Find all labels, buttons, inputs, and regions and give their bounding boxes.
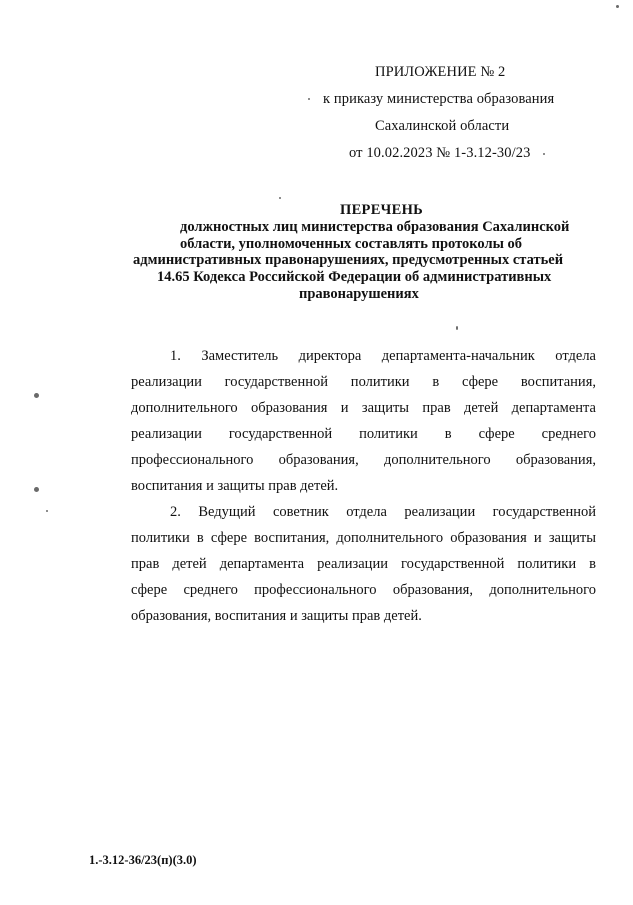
scan-speck: [308, 98, 310, 100]
appendix-number: ПРИЛОЖЕНИЕ № 2: [375, 64, 506, 80]
scan-speck: [616, 5, 619, 8]
list-item-2-line: сфере среднего профессионального образования, дополнительного: [131, 582, 596, 598]
document-subtitle-line: административных правонарушениях, предусмотренных статьей: [133, 252, 564, 268]
scan-speck: [46, 510, 48, 512]
appendix-order-reference: к приказу министерства образования: [323, 91, 555, 107]
document-subtitle-line: правонарушениях: [299, 286, 419, 302]
list-item-2-line: образования, воспитания и защиты прав детей.: [131, 608, 422, 624]
scan-speck: [34, 487, 39, 492]
scan-speck: [279, 197, 281, 199]
list-item-1-line: дополнительного образования и защиты прав детей департамента: [131, 400, 596, 416]
list-item-2-line: прав детей департамента реализации государственной политики в: [131, 556, 596, 572]
appendix-region: Сахалинской области: [375, 118, 510, 134]
list-item-1-line: профессионального образования, дополнительного образования,: [131, 452, 596, 468]
scan-speck: [34, 393, 39, 398]
document-subtitle-line: должностных лиц министерства образования Сахалинской: [180, 219, 570, 235]
document-title: ПЕРЕЧЕНЬ: [340, 202, 424, 218]
scan-speck: [456, 326, 458, 330]
document-subtitle-line: 14.65 Кодекса Российской Федерации об административных: [157, 269, 552, 285]
appendix-order-date-number: от 10.02.2023 № 1-3.12-30/23: [349, 145, 531, 161]
scan-speck: [543, 153, 545, 155]
document-registration-code: 1.-3.12-36/23(п)(3.0): [89, 853, 197, 867]
list-item-1-line: 1. Заместитель директора департамента-начальник отдела: [170, 348, 596, 364]
list-item-1-line: реализации государственной политики в сфере воспитания,: [131, 374, 596, 390]
list-item-2-line: 2. Ведущий советник отдела реализации государственной: [170, 504, 596, 520]
list-item-1-line: реализации государственной политики в сфере среднего: [131, 426, 596, 442]
list-item-1-line: воспитания и защиты прав детей.: [131, 478, 339, 494]
document-subtitle-line: области, уполномоченных составлять протоколы об: [180, 236, 523, 252]
list-item-2-line: политики в сфере воспитания, дополнительного образования и защиты: [131, 530, 596, 546]
